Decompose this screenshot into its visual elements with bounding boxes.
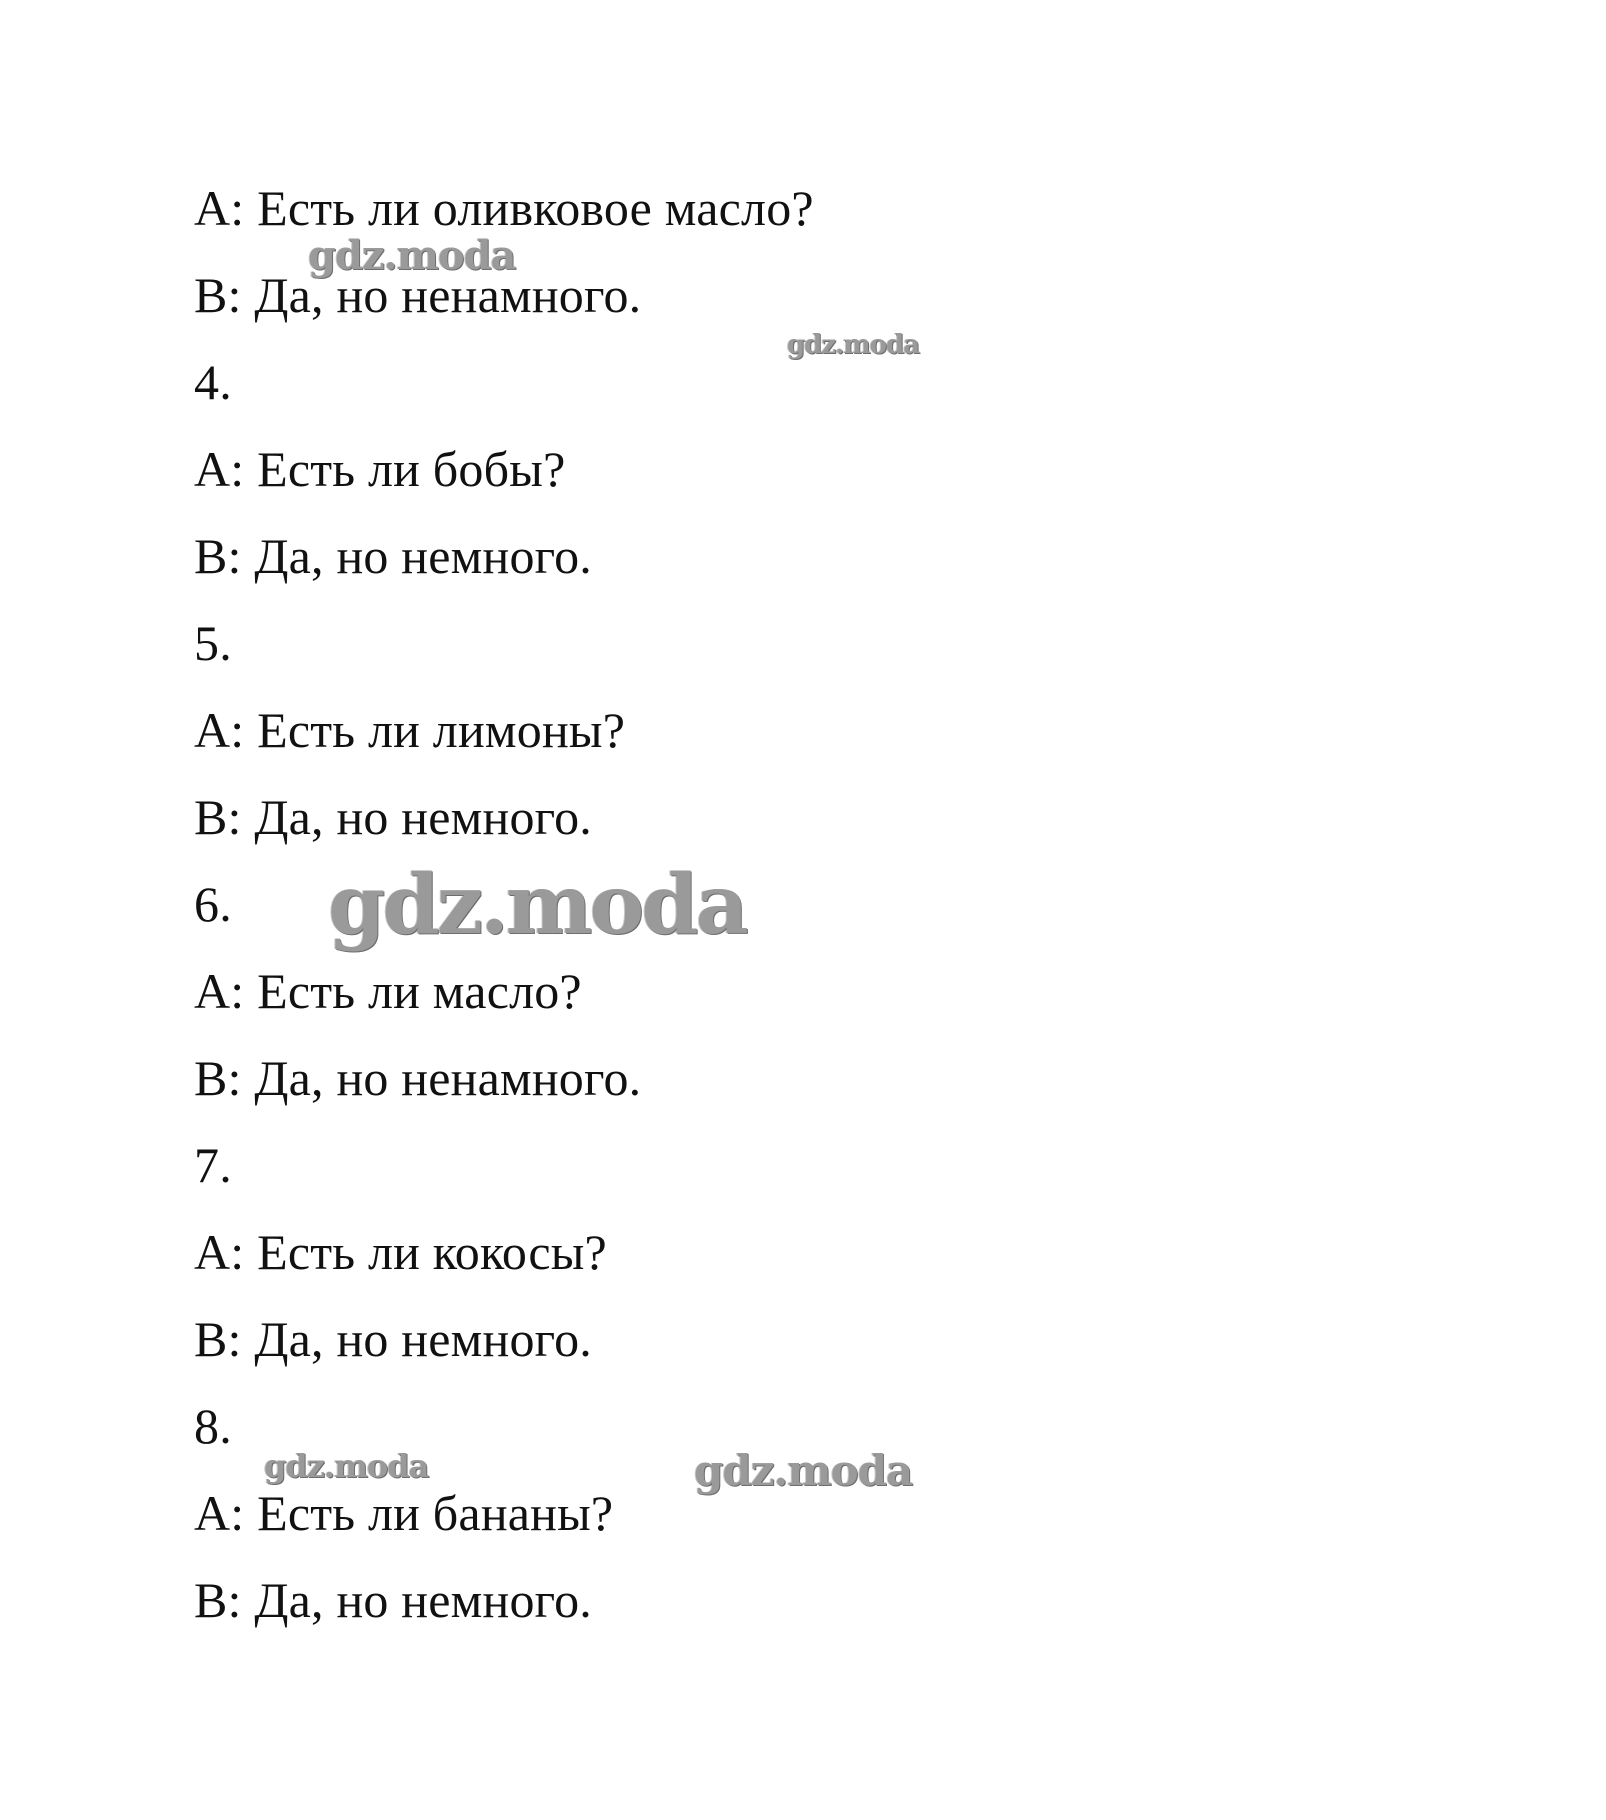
dialogue-line-a: A: Есть ли лимоны?	[194, 702, 626, 758]
dialogue-line-b: B: Да, но ненамного.	[194, 267, 642, 323]
dialogue-line-b: B: Да, но немного.	[194, 1572, 593, 1628]
watermark: gdz.moda	[787, 330, 920, 360]
dialogue-line-a: A: Есть ли бананы?	[194, 1485, 614, 1541]
item-number: 7.	[194, 1137, 232, 1193]
watermark: gdz.moda	[328, 857, 746, 953]
watermark: gdz.moda	[694, 1446, 913, 1495]
item-number: 5.	[194, 615, 232, 671]
item-number: 4.	[194, 354, 232, 410]
dialogue-line-b: B: Да, но ненамного.	[194, 1050, 642, 1106]
dialogue-line-b: B: Да, но немного.	[194, 789, 593, 845]
dialogue-line-a: A: Есть ли кокосы?	[194, 1224, 607, 1280]
dialogue-line-a: A: Есть ли бобы?	[194, 441, 566, 497]
watermark: gdz.moda	[264, 1447, 429, 1485]
item-number: 6.	[194, 876, 232, 932]
watermark: gdz.moda	[308, 232, 516, 279]
dialogue-line-b: B: Да, но немного.	[194, 528, 593, 584]
dialogue-line-a: A: Есть ли оливковое масло?	[194, 180, 814, 236]
dialogue-line-a: A: Есть ли масло?	[194, 963, 582, 1019]
dialogue-line-b: B: Да, но немного.	[194, 1311, 593, 1367]
item-number: 8.	[194, 1398, 232, 1454]
